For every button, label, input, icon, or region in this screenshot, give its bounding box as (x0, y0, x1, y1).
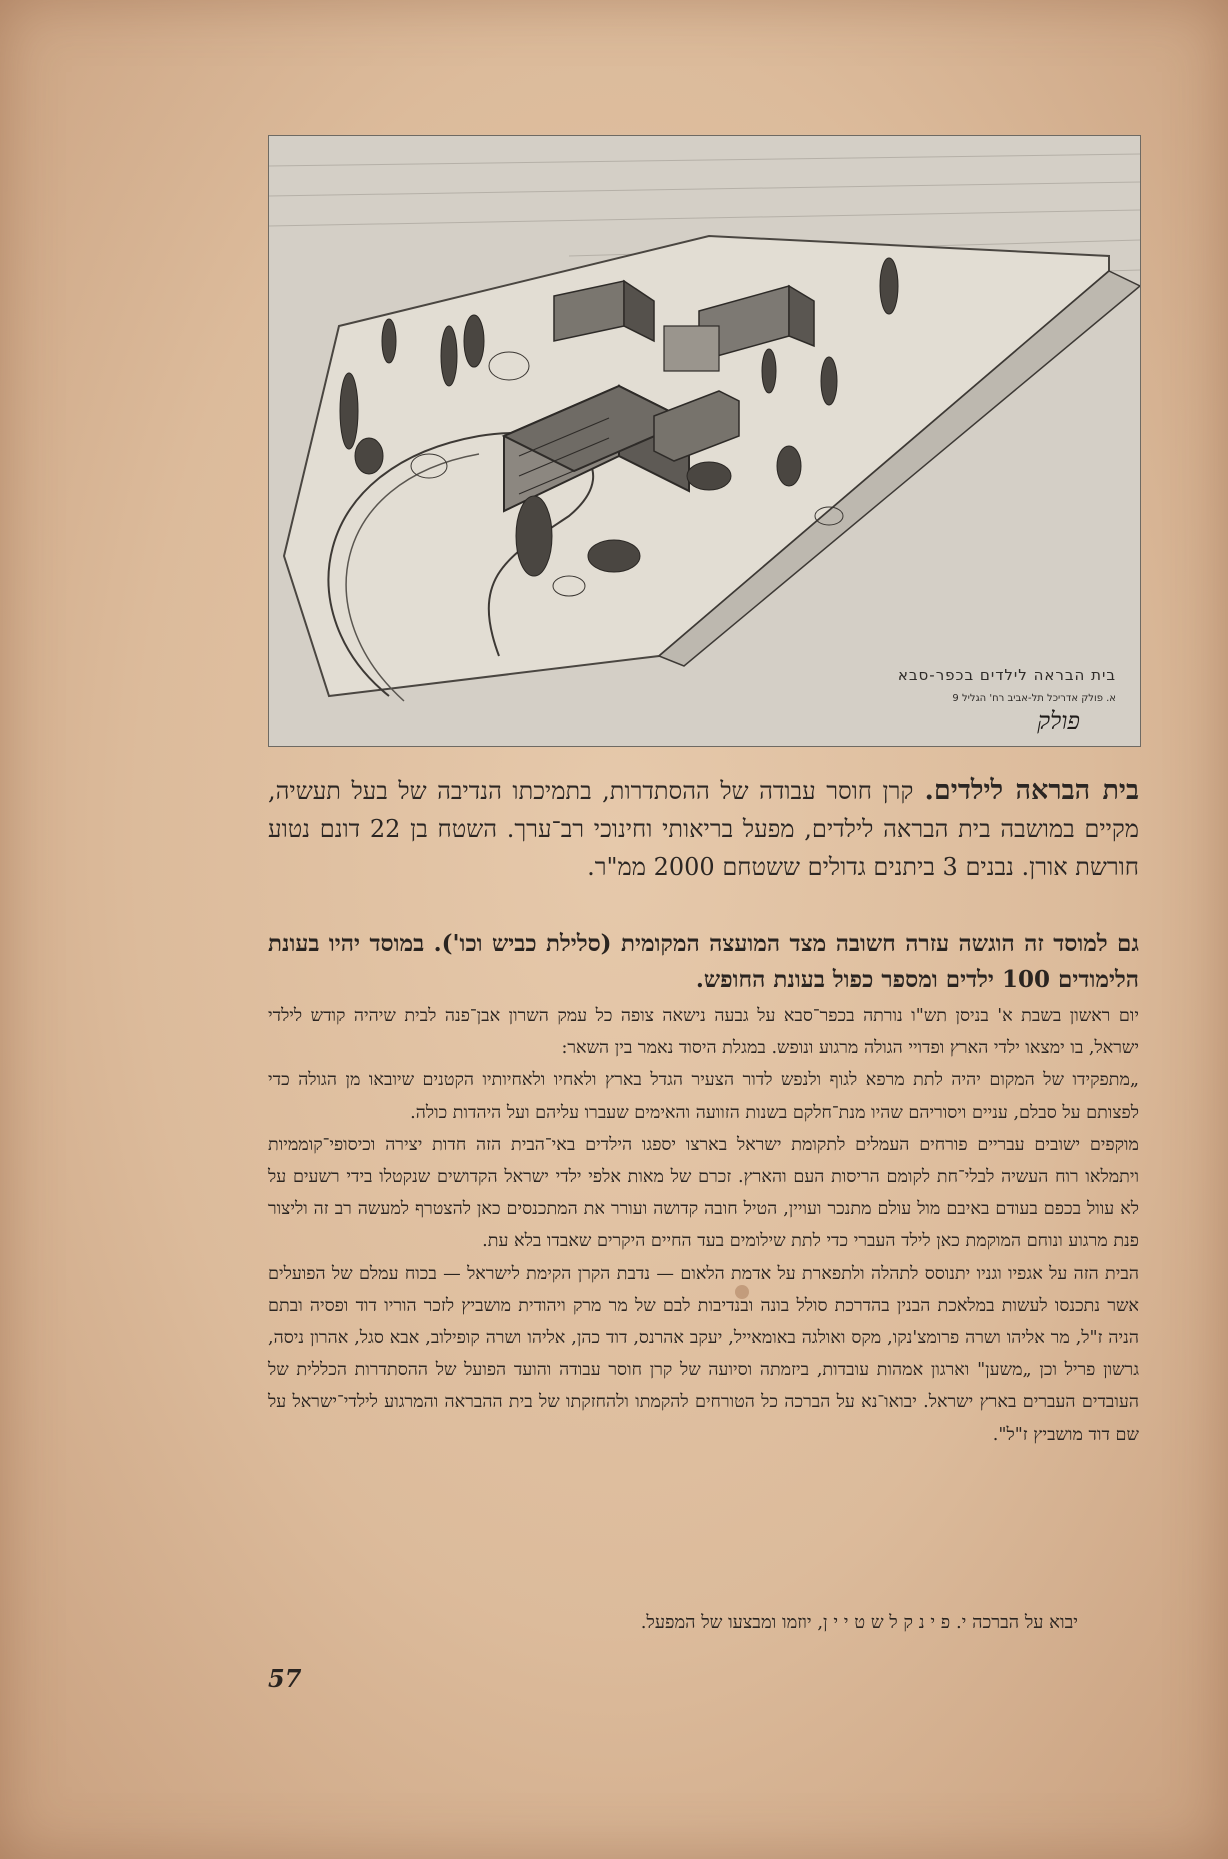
article-body (268, 1000, 1139, 1451)
body-paragraph: יום ראשון בשבת א' בניסן תש"ו נורתה בכפר־סבא על גבעה נישאה צופה כל עמק השרון אבן־פנה לבית שיהיה קודש לילדי ישראל, בו ימצאו ילדי הארץ ופדויי הגולה מרגוע ונופש. במגלת היסוד נאמר בין השאר: (268, 1006, 1139, 1059)
sketch-caption-subtitle: א. פולק אדריכל תל-אביב רח' הגליל 9 (952, 693, 1116, 704)
lead-text: קרן חוסר עבודה של ההסתדרות, בתמיכתו הנדיבה של בעל תעשיה, מקיים במושבה בית הבראה לילדים, מפעל בריאותי וחינוכי רב־ערך. השטח בן 22 דונם נטוע חורשת אורן. נבנים 3 ביתנים גדולים ששטחם 2000 ממ"ר. (268, 777, 1140, 881)
building-drawing (269, 136, 1140, 746)
body-paragraph: הבית הזה על אגפיו וגניו יתנוסס לתהלה ולתפארת על אדמת הלאום — נדבת הקרן הקימת לישראל — בכוח עמלם של הפועלים אשר נתכנסו לעשות במלאכת הבנין בהדרכת סולל בונה ובנדיבות לבם של מר מרק ויהודית מושביץ לזכר הוריו דוד ופסיה ובתם הניה ז"ל, מר אליהו ושרה פרומצ'נקו, מקס ואולגה באומאייל, יעקב אהרנס, דוד כהן, אליהו ושרה קופילוב, אבא סגל, אהרון ניסה, גרשון פריל וכן „משען" וארגון אמהות עובדות, ביזמתה וסיועה של קרן חוסר עבודה והועד הפועל של ההסתדרות הכללית של העובדים העברים בארץ ישראל. יבואו־נא על הברכה כל הטורחים להקמתו ולהחזקתו של בית ההבראה והמרגוע לילדי־ישראל על שם דוד מושביץ ז"ל". (268, 1263, 1139, 1445)
article-heading: בית הבראה לילדים. (924, 775, 1139, 806)
closing-line: יבוא על הברכה י. פ י נ ק ל ש ט י י ן, יוזמו ומבצעו של המפעל. (640, 1612, 1078, 1633)
body-paragraph: מוקפים ישובים עבריים פורחים העמלים לתקומת ישראל בארצו יספגו הילדים באי־הבית הזה חדות יצירה וכיסופי־קוממיות ויתמלאו רוח העשיה לבלי־חת לקומם הריסות העם והארץ. זכרם של מאות אלפי ילדי ישראל הקדושים שנקטלו בידי רשעים על לא עוול בכפם בעודם באיבם מול עולם מתנכר ועויין, הטיל חובה קדושה ועורר את המתכנסים כאן להצטרף למעשה רב זה וליצור פנת מרגוע ונוחם המוקמת כאן לילד העברי כדי לתת שילומים בעד החיים היקרים שאבדו בלא עת. (268, 1134, 1139, 1252)
architect-signature: פולק (1037, 707, 1080, 735)
sketch-caption-title: בית הבראה לילדים בכפר-סבא (897, 666, 1116, 684)
lead-paragraph (268, 772, 1139, 886)
page-number: 57 (268, 1664, 302, 1693)
lead-paragraph-2: גם למוסד זה הוגשה עזרה חשובה מצד המועצה המקומית (סלילת כביש וכו'). במוסד יהיו בעונת הלימודים 100 ילדים ומספר כפול בעונת החופש. (268, 930, 1139, 993)
architectural-sketch (268, 135, 1141, 747)
body-paragraph: „מתפקידו של המקום יהיה לתת מרפא לגוף ולנפש לדור הצעיר הגדל בארץ ולאחיו ולאחיותיו הקטנים שיובאו מן הגולה כדי לפצותם על סבלם, עניים ויסוריהם שהיו מנת־חלקם בשנות הזוועה והאימים שעברו עליהם ועל היהדות כולה. (268, 1070, 1139, 1123)
